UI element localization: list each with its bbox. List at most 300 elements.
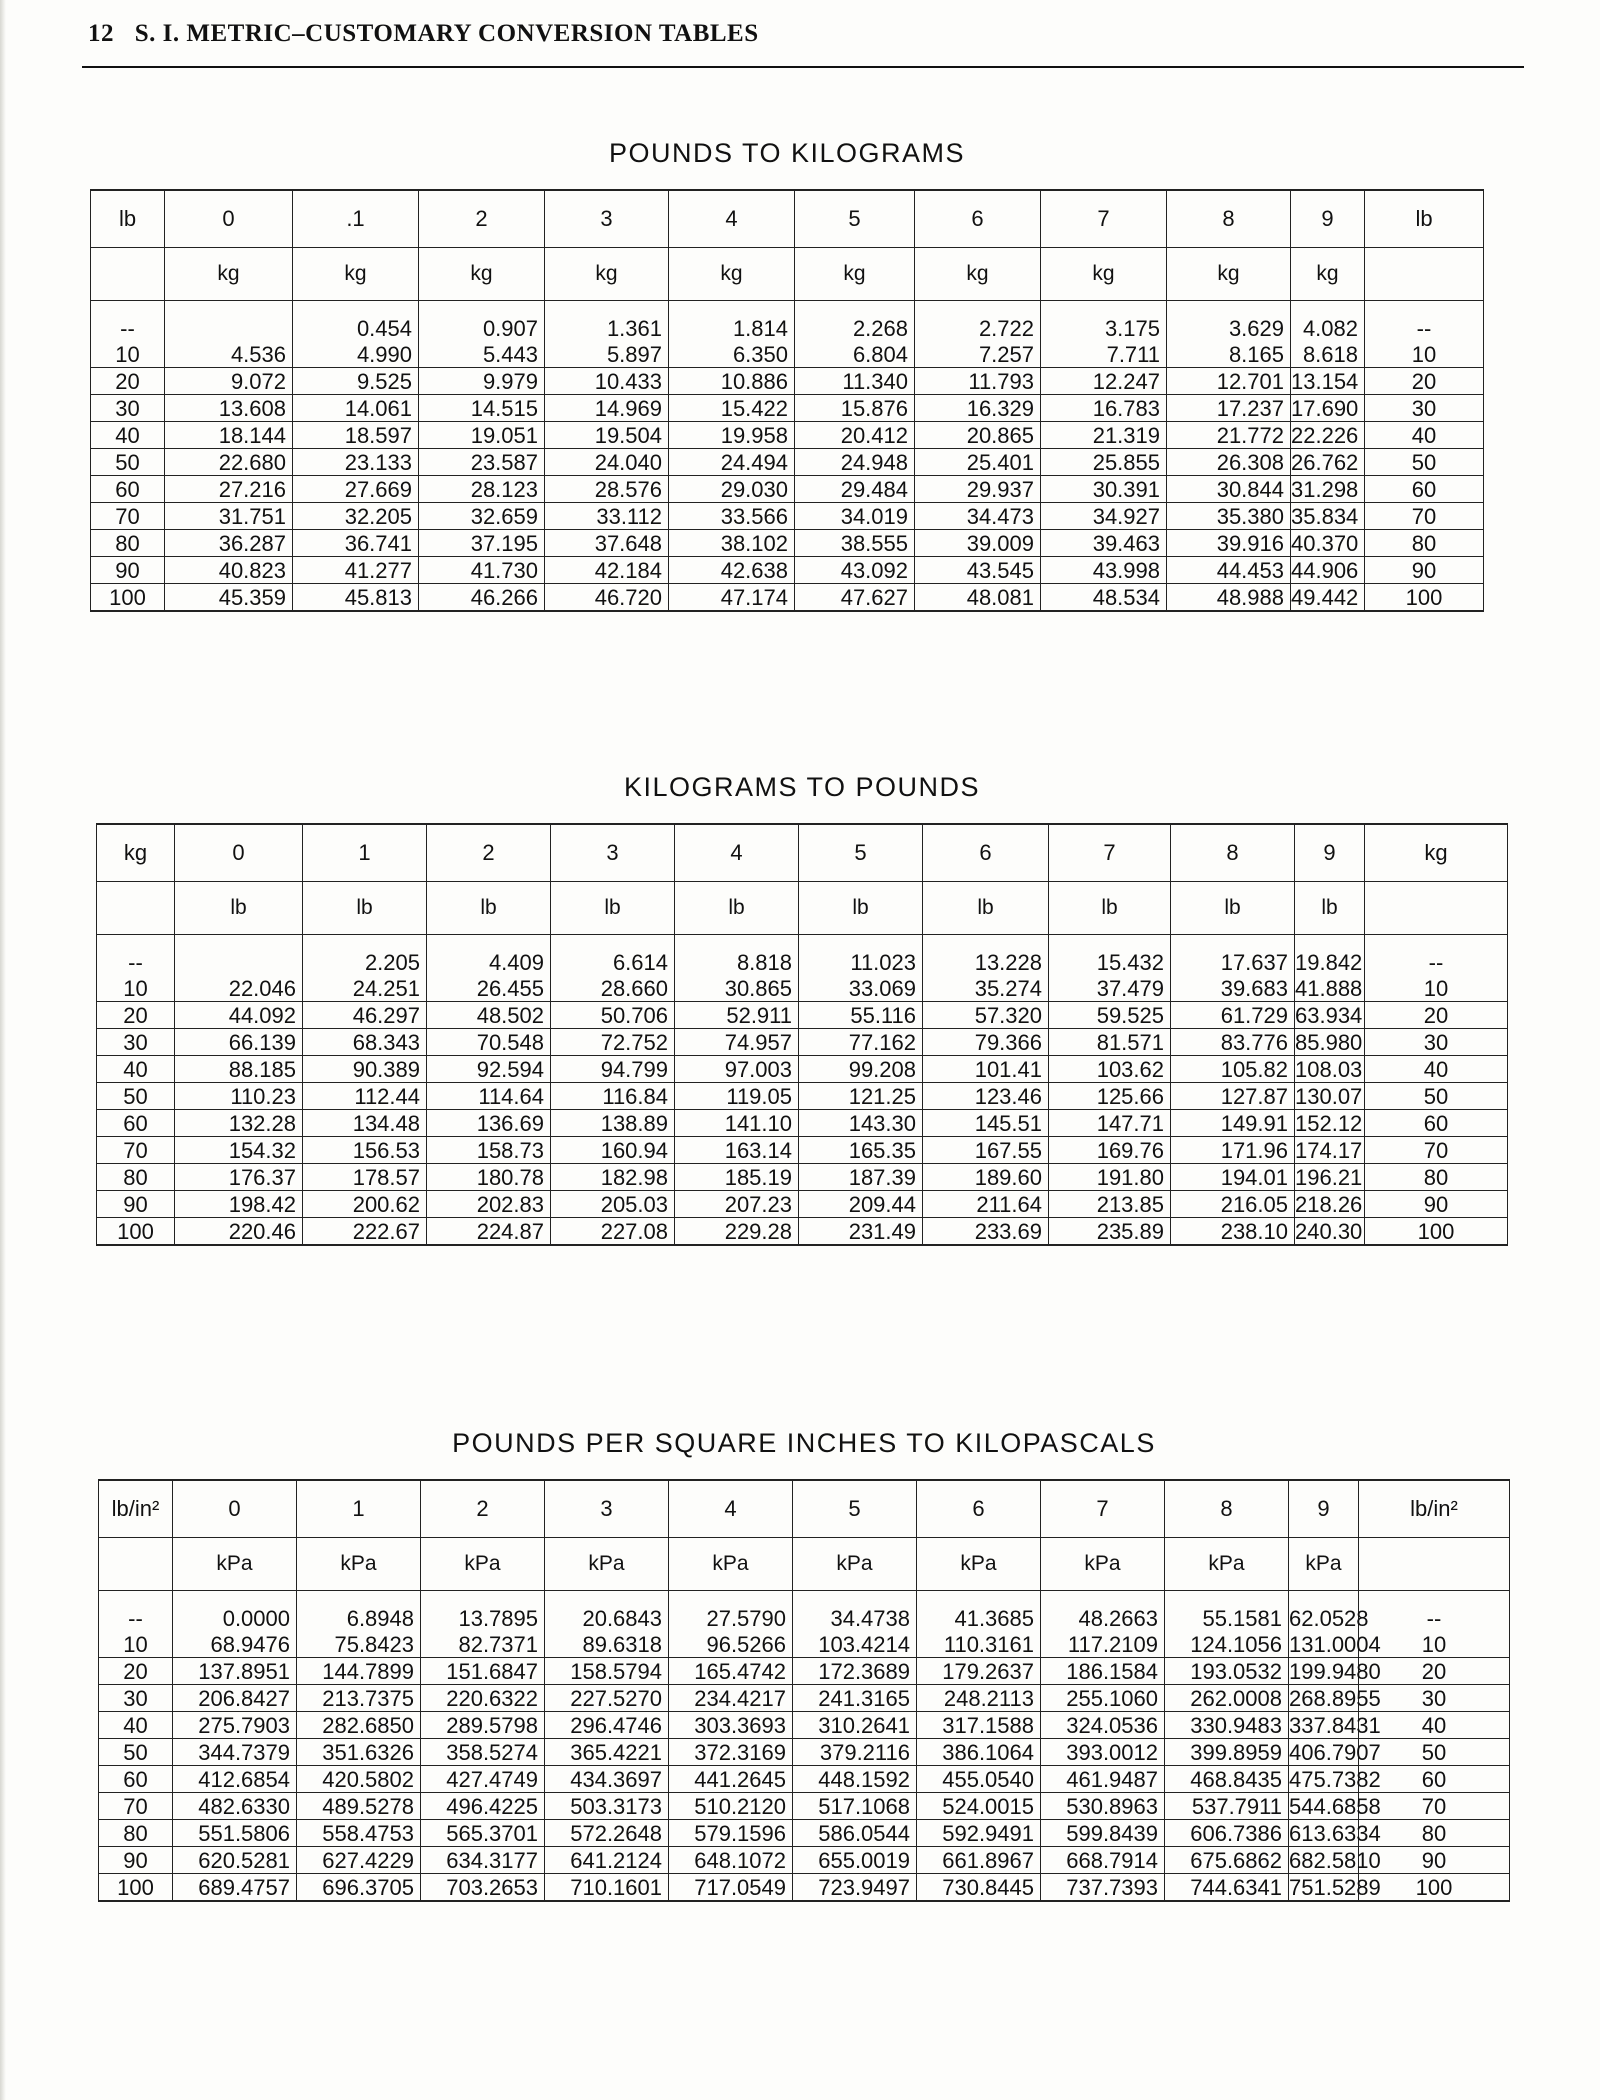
spacer-cell — [99, 1591, 173, 1606]
row-label-left: 90 — [91, 557, 165, 584]
row-label-right: 100 — [1365, 584, 1484, 612]
table-cell: 613.6334 — [1289, 1820, 1381, 1846]
table-cell: 46.720 — [545, 584, 669, 612]
row-label-left: 100 — [99, 1874, 173, 1902]
row-label-left: 10 — [99, 1631, 173, 1658]
table-cell: 255.1060 — [1041, 1685, 1165, 1712]
table-cell: 551.5806 — [173, 1820, 297, 1847]
table-cell: 34.4738 — [793, 1605, 917, 1631]
table-cell: 158.73 — [427, 1137, 551, 1164]
table-cell: 19.504 — [545, 422, 669, 449]
table-cell: 6.804 — [795, 341, 915, 368]
table-title: KILOGRAMS TO POUNDS — [623, 772, 981, 802]
spacer-cell — [1165, 1591, 1289, 1606]
row-label-left: 90 — [97, 1191, 175, 1218]
table-cell: 117.2109 — [1041, 1631, 1165, 1658]
row-label-left: -- — [99, 1605, 173, 1631]
row-label-right: 80 — [1365, 530, 1484, 557]
table-row — [91, 584, 1484, 612]
table-cell: 199.9480 — [1289, 1658, 1381, 1684]
table-row — [91, 557, 1484, 584]
table-cell: 24.040 — [545, 449, 669, 476]
table-row — [91, 503, 1484, 530]
table-cell: 19.842 — [1295, 949, 1365, 975]
table-cell: 317.1588 — [917, 1712, 1041, 1739]
table-cell: 496.4225 — [421, 1793, 545, 1820]
column-header: 1 — [297, 1480, 421, 1538]
unit-label: kPa — [793, 1538, 917, 1591]
table-row — [97, 949, 1508, 975]
table-cell: 4.409 — [427, 949, 551, 975]
column-header: 8 — [1165, 1480, 1289, 1538]
table-cell — [165, 315, 293, 341]
unit-label: kg — [669, 248, 795, 301]
table-cell: 17.237 — [1167, 395, 1291, 422]
table-cell: 586.0544 — [793, 1820, 917, 1847]
table-cell: 36.287 — [165, 530, 293, 557]
table-cell: 7.257 — [915, 341, 1041, 368]
row-label-left: 40 — [91, 422, 165, 449]
table-cell: 235.89 — [1049, 1218, 1171, 1246]
unit-label: kPa — [545, 1538, 669, 1591]
corner-label-right: lb/in² — [1359, 1480, 1510, 1538]
row-label-right: -- — [1365, 949, 1508, 975]
table-cell: 220.46 — [175, 1218, 303, 1246]
table-cell: 55.116 — [799, 1002, 923, 1029]
table-cell: 406.7907 — [1289, 1739, 1381, 1765]
table-cell: 224.87 — [427, 1218, 551, 1246]
table-cell: 7.711 — [1041, 341, 1167, 368]
table-row — [99, 1685, 1510, 1712]
table-cell: 27.5790 — [669, 1605, 793, 1631]
spacer-cell — [1365, 935, 1508, 950]
row-label-left: 80 — [99, 1820, 173, 1847]
table-cell: 154.32 — [175, 1137, 303, 1164]
table-cell: 205.03 — [551, 1191, 675, 1218]
table-cell: 125.66 — [1049, 1083, 1171, 1110]
table-cell: 66.139 — [175, 1029, 303, 1056]
table-row — [99, 1605, 1510, 1631]
table-cell: 23.587 — [419, 449, 545, 476]
spacer-cell — [293, 301, 419, 316]
row-label-left: 20 — [91, 368, 165, 395]
table-cell: 44.453 — [1167, 557, 1291, 584]
table-cell: 34.927 — [1041, 503, 1167, 530]
table-cell: 44.906 — [1291, 557, 1365, 584]
table-cell: 27.669 — [293, 476, 419, 503]
table-cell: 134.48 — [303, 1110, 427, 1137]
unit-label: lb — [1171, 882, 1295, 935]
table-cell: 26.455 — [427, 975, 551, 1002]
row-label-right: 20 — [1365, 1002, 1508, 1029]
row-label-right: 70 — [1365, 503, 1484, 530]
unit-label: lb — [551, 882, 675, 935]
table-cell: 461.9487 — [1041, 1766, 1165, 1793]
table-cell: 393.0012 — [1041, 1739, 1165, 1766]
table-cell: 37.648 — [545, 530, 669, 557]
row-label-right: 70 — [1365, 1137, 1508, 1164]
row-label-right: -- — [1359, 1605, 1510, 1631]
table-cell: 351.6326 — [297, 1739, 421, 1766]
table-cell: 193.0532 — [1165, 1658, 1289, 1685]
table-cell: 169.76 — [1049, 1137, 1171, 1164]
table-cell: 13.608 — [165, 395, 293, 422]
column-header: 5 — [795, 190, 915, 248]
table-cell: 12.247 — [1041, 368, 1167, 395]
unit-label: lb — [303, 882, 427, 935]
table-row — [99, 1712, 1510, 1739]
table-cell: 14.969 — [545, 395, 669, 422]
table-cell: 365.4221 — [545, 1739, 669, 1766]
column-header: 6 — [923, 824, 1049, 882]
spacer-cell — [915, 301, 1041, 316]
column-header-row — [91, 190, 1484, 248]
table-row — [97, 1164, 1508, 1191]
table-cell: 27.216 — [165, 476, 293, 503]
table-cell: 744.6341 — [1165, 1874, 1289, 1902]
spacer-cell — [297, 1591, 421, 1606]
unit-row — [91, 248, 1484, 301]
table-cell: 41.277 — [293, 557, 419, 584]
row-label-left: 30 — [91, 395, 165, 422]
unit-cell-blank — [1365, 882, 1508, 935]
table-cell: 38.102 — [669, 530, 795, 557]
table-cell: 372.3169 — [669, 1739, 793, 1766]
table-cell: 178.57 — [303, 1164, 427, 1191]
table-cell: 105.82 — [1171, 1056, 1295, 1083]
table-cell: 13.7895 — [421, 1605, 545, 1631]
table-cell: 6.350 — [669, 341, 795, 368]
table-cell: 48.988 — [1167, 584, 1291, 612]
table-cell: 180.78 — [427, 1164, 551, 1191]
table-row — [99, 1793, 1510, 1820]
table-cell: 189.60 — [923, 1164, 1049, 1191]
spacer-cell — [1171, 935, 1295, 950]
table-cell: 119.05 — [675, 1083, 799, 1110]
table-cell: 220.6322 — [421, 1685, 545, 1712]
spacer-cell — [1041, 1591, 1165, 1606]
table-cell: 57.320 — [923, 1002, 1049, 1029]
table-cell: 22.226 — [1291, 422, 1365, 449]
table-cell: 16.329 — [915, 395, 1041, 422]
table-cell: 489.5278 — [297, 1793, 421, 1820]
table-cell: 61.729 — [1171, 1002, 1295, 1029]
row-label-left: 20 — [99, 1658, 173, 1685]
table-cell: 31.751 — [165, 503, 293, 530]
row-label-right: -- — [1365, 315, 1484, 341]
table-cell: 15.432 — [1049, 949, 1171, 975]
table-cell: 213.7375 — [297, 1685, 421, 1712]
table-cell: 70.548 — [427, 1029, 551, 1056]
table-cell: 510.2120 — [669, 1793, 793, 1820]
table-cell: 147.71 — [1049, 1110, 1171, 1137]
table-cell: 123.46 — [923, 1083, 1049, 1110]
table-cell: 43.998 — [1041, 557, 1167, 584]
row-label-right: 10 — [1359, 1631, 1510, 1658]
table-cell: 83.776 — [1171, 1029, 1295, 1056]
table-cell: 48.502 — [427, 1002, 551, 1029]
table-cell: 138.89 — [551, 1110, 675, 1137]
column-header: 7 — [1041, 190, 1167, 248]
table-cell: 8.165 — [1167, 341, 1291, 368]
table-cell: 171.96 — [1171, 1137, 1295, 1164]
table-cell: 163.14 — [675, 1137, 799, 1164]
table-cell: 35.380 — [1167, 503, 1291, 530]
spacer-cell — [793, 1591, 917, 1606]
table-cell: 97.003 — [675, 1056, 799, 1083]
table-cell: 399.8959 — [1165, 1739, 1289, 1766]
table-cell: 648.1072 — [669, 1847, 793, 1874]
pounds-to-kilograms-table — [90, 189, 1484, 612]
table-cell: 668.7914 — [1041, 1847, 1165, 1874]
table-cell: 39.009 — [915, 530, 1041, 557]
table-cell: 25.401 — [915, 449, 1041, 476]
row-label-left: 30 — [99, 1685, 173, 1712]
table-cell: 524.0015 — [917, 1793, 1041, 1820]
row-label-left: 40 — [97, 1056, 175, 1083]
table-cell: 47.627 — [795, 584, 915, 612]
column-header: 0 — [175, 824, 303, 882]
table-cell: 110.3161 — [917, 1631, 1041, 1658]
table-cell: 194.01 — [1171, 1164, 1295, 1191]
row-label-right: 50 — [1365, 1083, 1508, 1110]
table-cell: 158.5794 — [545, 1658, 669, 1685]
table-cell: 152.12 — [1295, 1110, 1365, 1137]
row-label-left: 10 — [91, 341, 165, 368]
table-cell: 14.515 — [419, 395, 545, 422]
table-cell — [175, 949, 303, 975]
table-cell: 16.783 — [1041, 395, 1167, 422]
column-header: 3 — [551, 824, 675, 882]
table-cell: 324.0536 — [1041, 1712, 1165, 1739]
table-cell: 11.023 — [799, 949, 923, 975]
row-label-right: 60 — [1365, 1110, 1508, 1137]
table-row — [91, 315, 1484, 341]
table-row — [97, 1218, 1508, 1246]
table-cell: 28.576 — [545, 476, 669, 503]
unit-label: kPa — [1041, 1538, 1165, 1591]
table-cell: 29.484 — [795, 476, 915, 503]
table-cell: 63.934 — [1295, 1002, 1365, 1029]
table-cell: 143.30 — [799, 1110, 923, 1137]
row-label-right: 50 — [1359, 1739, 1510, 1766]
table-cell: 475.7382 — [1289, 1766, 1381, 1792]
table-cell: 96.5266 — [669, 1631, 793, 1658]
table-cell: 5.443 — [419, 341, 545, 368]
unit-label: kg — [165, 248, 293, 301]
spacer-cell — [923, 935, 1049, 950]
table-cell: 90.389 — [303, 1056, 427, 1083]
table-cell: 3.175 — [1041, 315, 1167, 341]
table-cell: 641.2124 — [545, 1847, 669, 1874]
table-row — [99, 1766, 1510, 1793]
table-cell: 41.3685 — [917, 1605, 1041, 1631]
table-cell: 136.69 — [427, 1110, 551, 1137]
spacer-cell — [175, 935, 303, 950]
column-header: 7 — [1049, 824, 1171, 882]
row-label-right: 70 — [1359, 1793, 1510, 1820]
row-label-right: 30 — [1359, 1685, 1510, 1712]
spacer-cell — [173, 1591, 297, 1606]
table-cell: 2.268 — [795, 315, 915, 341]
spacer-row — [99, 1591, 1510, 1606]
table-cell: 0.0000 — [173, 1605, 297, 1631]
table-row — [97, 1002, 1508, 1029]
unit-label: kPa — [297, 1538, 421, 1591]
column-header: 9 — [1295, 824, 1365, 882]
table-cell: 296.4746 — [545, 1712, 669, 1739]
column-header: 9 — [1289, 1480, 1359, 1538]
column-header: .1 — [293, 190, 419, 248]
page-number: 12 — [88, 20, 114, 47]
table-cell: 1.814 — [669, 315, 795, 341]
table-cell: 5.897 — [545, 341, 669, 368]
table-cell: 231.49 — [799, 1218, 923, 1246]
table-cell: 2.205 — [303, 949, 427, 975]
unit-label: lb — [1295, 882, 1365, 935]
table-cell: 20.6843 — [545, 1605, 669, 1631]
table-cell: 737.7393 — [1041, 1874, 1165, 1902]
table-row — [91, 341, 1484, 368]
table-cell: 0.907 — [419, 315, 545, 341]
unit-label: lb — [1049, 882, 1171, 935]
table-cell: 427.4749 — [421, 1766, 545, 1793]
table-cell: 32.205 — [293, 503, 419, 530]
table-title: POUNDS PER SQUARE INCHES TO KILOPASCALS — [452, 1428, 1156, 1458]
table-cell: 233.69 — [923, 1218, 1049, 1246]
table-cell: 72.752 — [551, 1029, 675, 1056]
unit-label: kg — [545, 248, 669, 301]
spacer-cell — [675, 935, 799, 950]
unit-cell-blank — [1365, 248, 1484, 301]
row-label-right: 100 — [1359, 1874, 1510, 1902]
table-cell: 37.479 — [1049, 975, 1171, 1002]
header-rule — [82, 66, 1524, 68]
column-header: 4 — [669, 1480, 793, 1538]
table-cell: 544.6858 — [1289, 1793, 1381, 1819]
column-header: 2 — [427, 824, 551, 882]
table-cell: 116.84 — [551, 1083, 675, 1110]
table-cell: 18.597 — [293, 422, 419, 449]
table-cell: 572.2648 — [545, 1820, 669, 1847]
table-cell: 88.185 — [175, 1056, 303, 1083]
table-row — [99, 1631, 1510, 1658]
table-cell: 137.8951 — [173, 1658, 297, 1685]
table-cell: 10.886 — [669, 368, 795, 395]
unit-label: lb — [175, 882, 303, 935]
unit-label: kPa — [173, 1538, 297, 1591]
table-cell: 482.6330 — [173, 1793, 297, 1820]
table-cell: 627.4229 — [297, 1847, 421, 1874]
table-cell: 28.123 — [419, 476, 545, 503]
table-cell: 468.8435 — [1165, 1766, 1289, 1793]
corner-label-left: kg — [97, 824, 175, 882]
column-header: 2 — [421, 1480, 545, 1538]
table-cell: 101.41 — [923, 1056, 1049, 1083]
row-label-left: 40 — [99, 1712, 173, 1739]
table-row — [97, 1083, 1508, 1110]
row-label-left: 20 — [97, 1002, 175, 1029]
row-label-left: 60 — [99, 1766, 173, 1793]
table-cell: 517.1068 — [793, 1793, 917, 1820]
table-cell: 655.0019 — [793, 1847, 917, 1874]
column-header: 5 — [793, 1480, 917, 1538]
table-cell: 22.046 — [175, 975, 303, 1002]
table-cell: 9.072 — [165, 368, 293, 395]
table-cell: 48.081 — [915, 584, 1041, 612]
row-label-left: 50 — [97, 1083, 175, 1110]
table-cell: 89.6318 — [545, 1631, 669, 1658]
table-cell: 103.4214 — [793, 1631, 917, 1658]
table-cell: 282.6850 — [297, 1712, 421, 1739]
table-cell: 262.0008 — [1165, 1685, 1289, 1712]
column-header: 3 — [545, 190, 669, 248]
table-cell: 0.454 — [293, 315, 419, 341]
table-cell: 42.638 — [669, 557, 795, 584]
table-row — [99, 1820, 1510, 1847]
unit-label: kPa — [917, 1538, 1041, 1591]
spacer-cell — [165, 301, 293, 316]
spacer-cell — [545, 1591, 669, 1606]
table-cell: 42.184 — [545, 557, 669, 584]
row-label-left: 80 — [97, 1164, 175, 1191]
table-cell: 26.308 — [1167, 449, 1291, 476]
table-cell: 55.1581 — [1165, 1605, 1289, 1631]
table-cell: 33.566 — [669, 503, 795, 530]
page-title: S. I. METRIC–CUSTOMARY CONVERSION TABLES — [134, 20, 759, 47]
table-cell: 112.44 — [303, 1083, 427, 1110]
table-row — [97, 1110, 1508, 1137]
row-label-right: 50 — [1365, 449, 1484, 476]
table-cell: 94.799 — [551, 1056, 675, 1083]
table-cell: 174.17 — [1295, 1137, 1365, 1164]
table-cell: 36.741 — [293, 530, 419, 557]
unit-cell-blank — [1359, 1538, 1510, 1591]
table-cell: 240.30 — [1295, 1218, 1365, 1246]
table-row — [91, 368, 1484, 395]
table-cell: 160.94 — [551, 1137, 675, 1164]
table-cell: 448.1592 — [793, 1766, 917, 1793]
row-label-right: 90 — [1359, 1847, 1510, 1874]
table-cell: 131.0004 — [1289, 1631, 1381, 1657]
spacer-cell — [91, 301, 165, 316]
table-cell: 1.361 — [545, 315, 669, 341]
column-header: 3 — [545, 1480, 669, 1538]
unit-label: kPa — [421, 1538, 545, 1591]
spacer-cell — [1291, 301, 1365, 316]
table-cell: 68.343 — [303, 1029, 427, 1056]
table-cell: 238.10 — [1171, 1218, 1295, 1246]
row-label-left: 60 — [97, 1110, 175, 1137]
table-cell: 62.0528 — [1289, 1605, 1369, 1631]
table-cell: 176.37 — [175, 1164, 303, 1191]
table-cell: 127.87 — [1171, 1083, 1295, 1110]
row-label-left: 50 — [91, 449, 165, 476]
table-cell: 12.701 — [1167, 368, 1291, 395]
table-cell: 14.061 — [293, 395, 419, 422]
table-cell: 15.876 — [795, 395, 915, 422]
table-row — [91, 530, 1484, 557]
table-cell: 35.274 — [923, 975, 1049, 1002]
table-cell: 289.5798 — [421, 1712, 545, 1739]
table-cell: 30.865 — [675, 975, 799, 1002]
table-cell: 145.51 — [923, 1110, 1049, 1137]
row-label-right: 40 — [1365, 1056, 1508, 1083]
table-cell: 337.8431 — [1289, 1712, 1381, 1738]
row-label-left: 80 — [91, 530, 165, 557]
table-cell: 9.979 — [419, 368, 545, 395]
column-header: 6 — [917, 1480, 1041, 1538]
